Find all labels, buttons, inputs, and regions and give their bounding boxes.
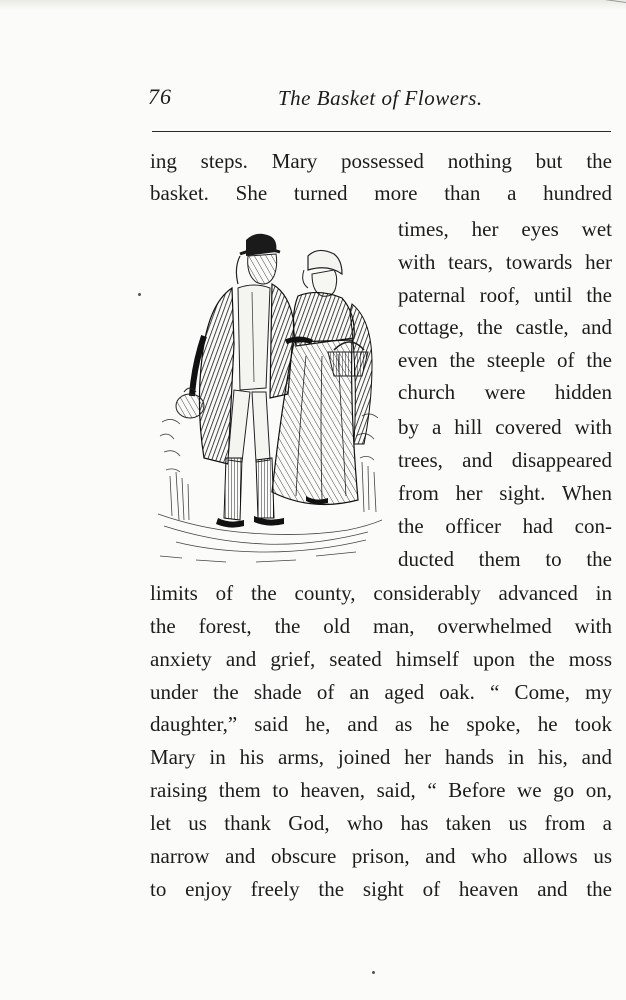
text-line: basket. She turned more than a hundred <box>150 181 612 205</box>
text-line: even the steeple of the <box>398 348 612 372</box>
text-line: church were hidden <box>398 380 612 404</box>
text-line: to enjoy freely the sight of heaven and the <box>150 877 612 901</box>
text-line: paternal roof, until the <box>398 283 612 307</box>
text-line: the forest, the old man, overwhelmed with <box>150 614 612 638</box>
text-line: Mary in his arms, joined her hands in his, and <box>150 745 612 769</box>
page-number: 76 <box>148 84 172 109</box>
text-line: cottage, the castle, and <box>398 315 612 339</box>
text-line: let us thank God, who has taken us from a <box>150 811 612 835</box>
text-line: ducted them to the <box>398 547 612 571</box>
text-line: with tears, towards her <box>398 250 612 274</box>
running-header <box>148 84 612 120</box>
text-line: daughter,” said he, and as he spoke, he took <box>150 712 612 736</box>
text-line: limits of the county, considerably advanced in <box>150 581 612 605</box>
text-line: under the shade of an aged oak. “ Come, my <box>150 680 612 704</box>
header-rule <box>152 131 611 132</box>
text-line: trees, and disappeared <box>398 448 612 472</box>
page-top-edge <box>0 0 626 10</box>
running-title: The Basket of Flowers. <box>278 86 483 110</box>
text-line: by a hill covered with <box>398 415 612 439</box>
text-line: narrow and obscure prison, and who allows us <box>150 844 612 868</box>
text-line: from her sight. When <box>398 481 612 505</box>
page-speck <box>138 293 141 296</box>
text-line: the officer had con- <box>398 514 612 538</box>
text-line: times, her eyes wet <box>398 217 612 241</box>
text-line: anxiety and grief, seated himself upon the moss <box>150 647 612 671</box>
text-line: ing steps. Mary possessed nothing but the <box>150 149 612 173</box>
engraving-illustration-icon <box>156 226 384 572</box>
text-line: raising them to heaven, said, “ Before we go on, <box>150 778 612 802</box>
page-speck <box>372 971 375 974</box>
